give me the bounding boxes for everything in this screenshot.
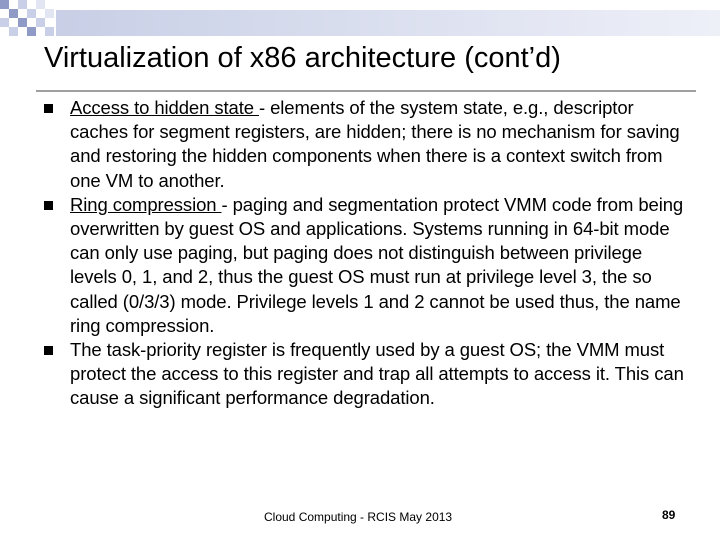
bullet-item-hidden-state [44,96,684,193]
square-bullet-icon [44,201,53,210]
bullet-text [70,96,684,193]
bullet-body: - paging and segmentation protect VMM code from being overwritten by guest OS and applications. Systems running in 64-bit mode can only use paging, but paging does not distinguish between privilege levels 0, 1, and 2, thus the guest OS must run at privilege level 3, the so called (0/3/3) mode. Privilege levels 1 and 2 cannot be used thus, the name ring compression. [70,193,684,336]
page-number: 89 [662,508,676,522]
square-bullet-icon [44,346,53,355]
bullet-list [44,96,684,411]
corner-checker-decoration [0,0,720,40]
square-bullet-icon [44,104,53,113]
bullet-body: - elements of the system state, e.g., descriptor caches for segment registers, are hidden; there is no mechanism for saving and restoring the hidden components when there is a context switch from one VM to another. [70,97,680,191]
bullet-item-task-priority [44,338,684,411]
title-underline-divider [36,90,696,92]
bullet-text [70,338,684,411]
bullet-text [70,193,684,338]
slide-footer: Cloud Computing - RCIS May 2013 [264,510,453,524]
bullet-body: The task-priority register is frequently used by a guest OS; the VMM must protect the access to this register and trap all attempts to access it. This can cause a significant performance degradation. [70,339,684,409]
slide-title: Virtualization of x86 architecture (cont’d) [44,42,561,74]
bullet-term: Access to hidden state [70,97,259,118]
bullet-item-ring-compression [44,193,684,338]
bullet-term: Ring compression [70,193,222,215]
